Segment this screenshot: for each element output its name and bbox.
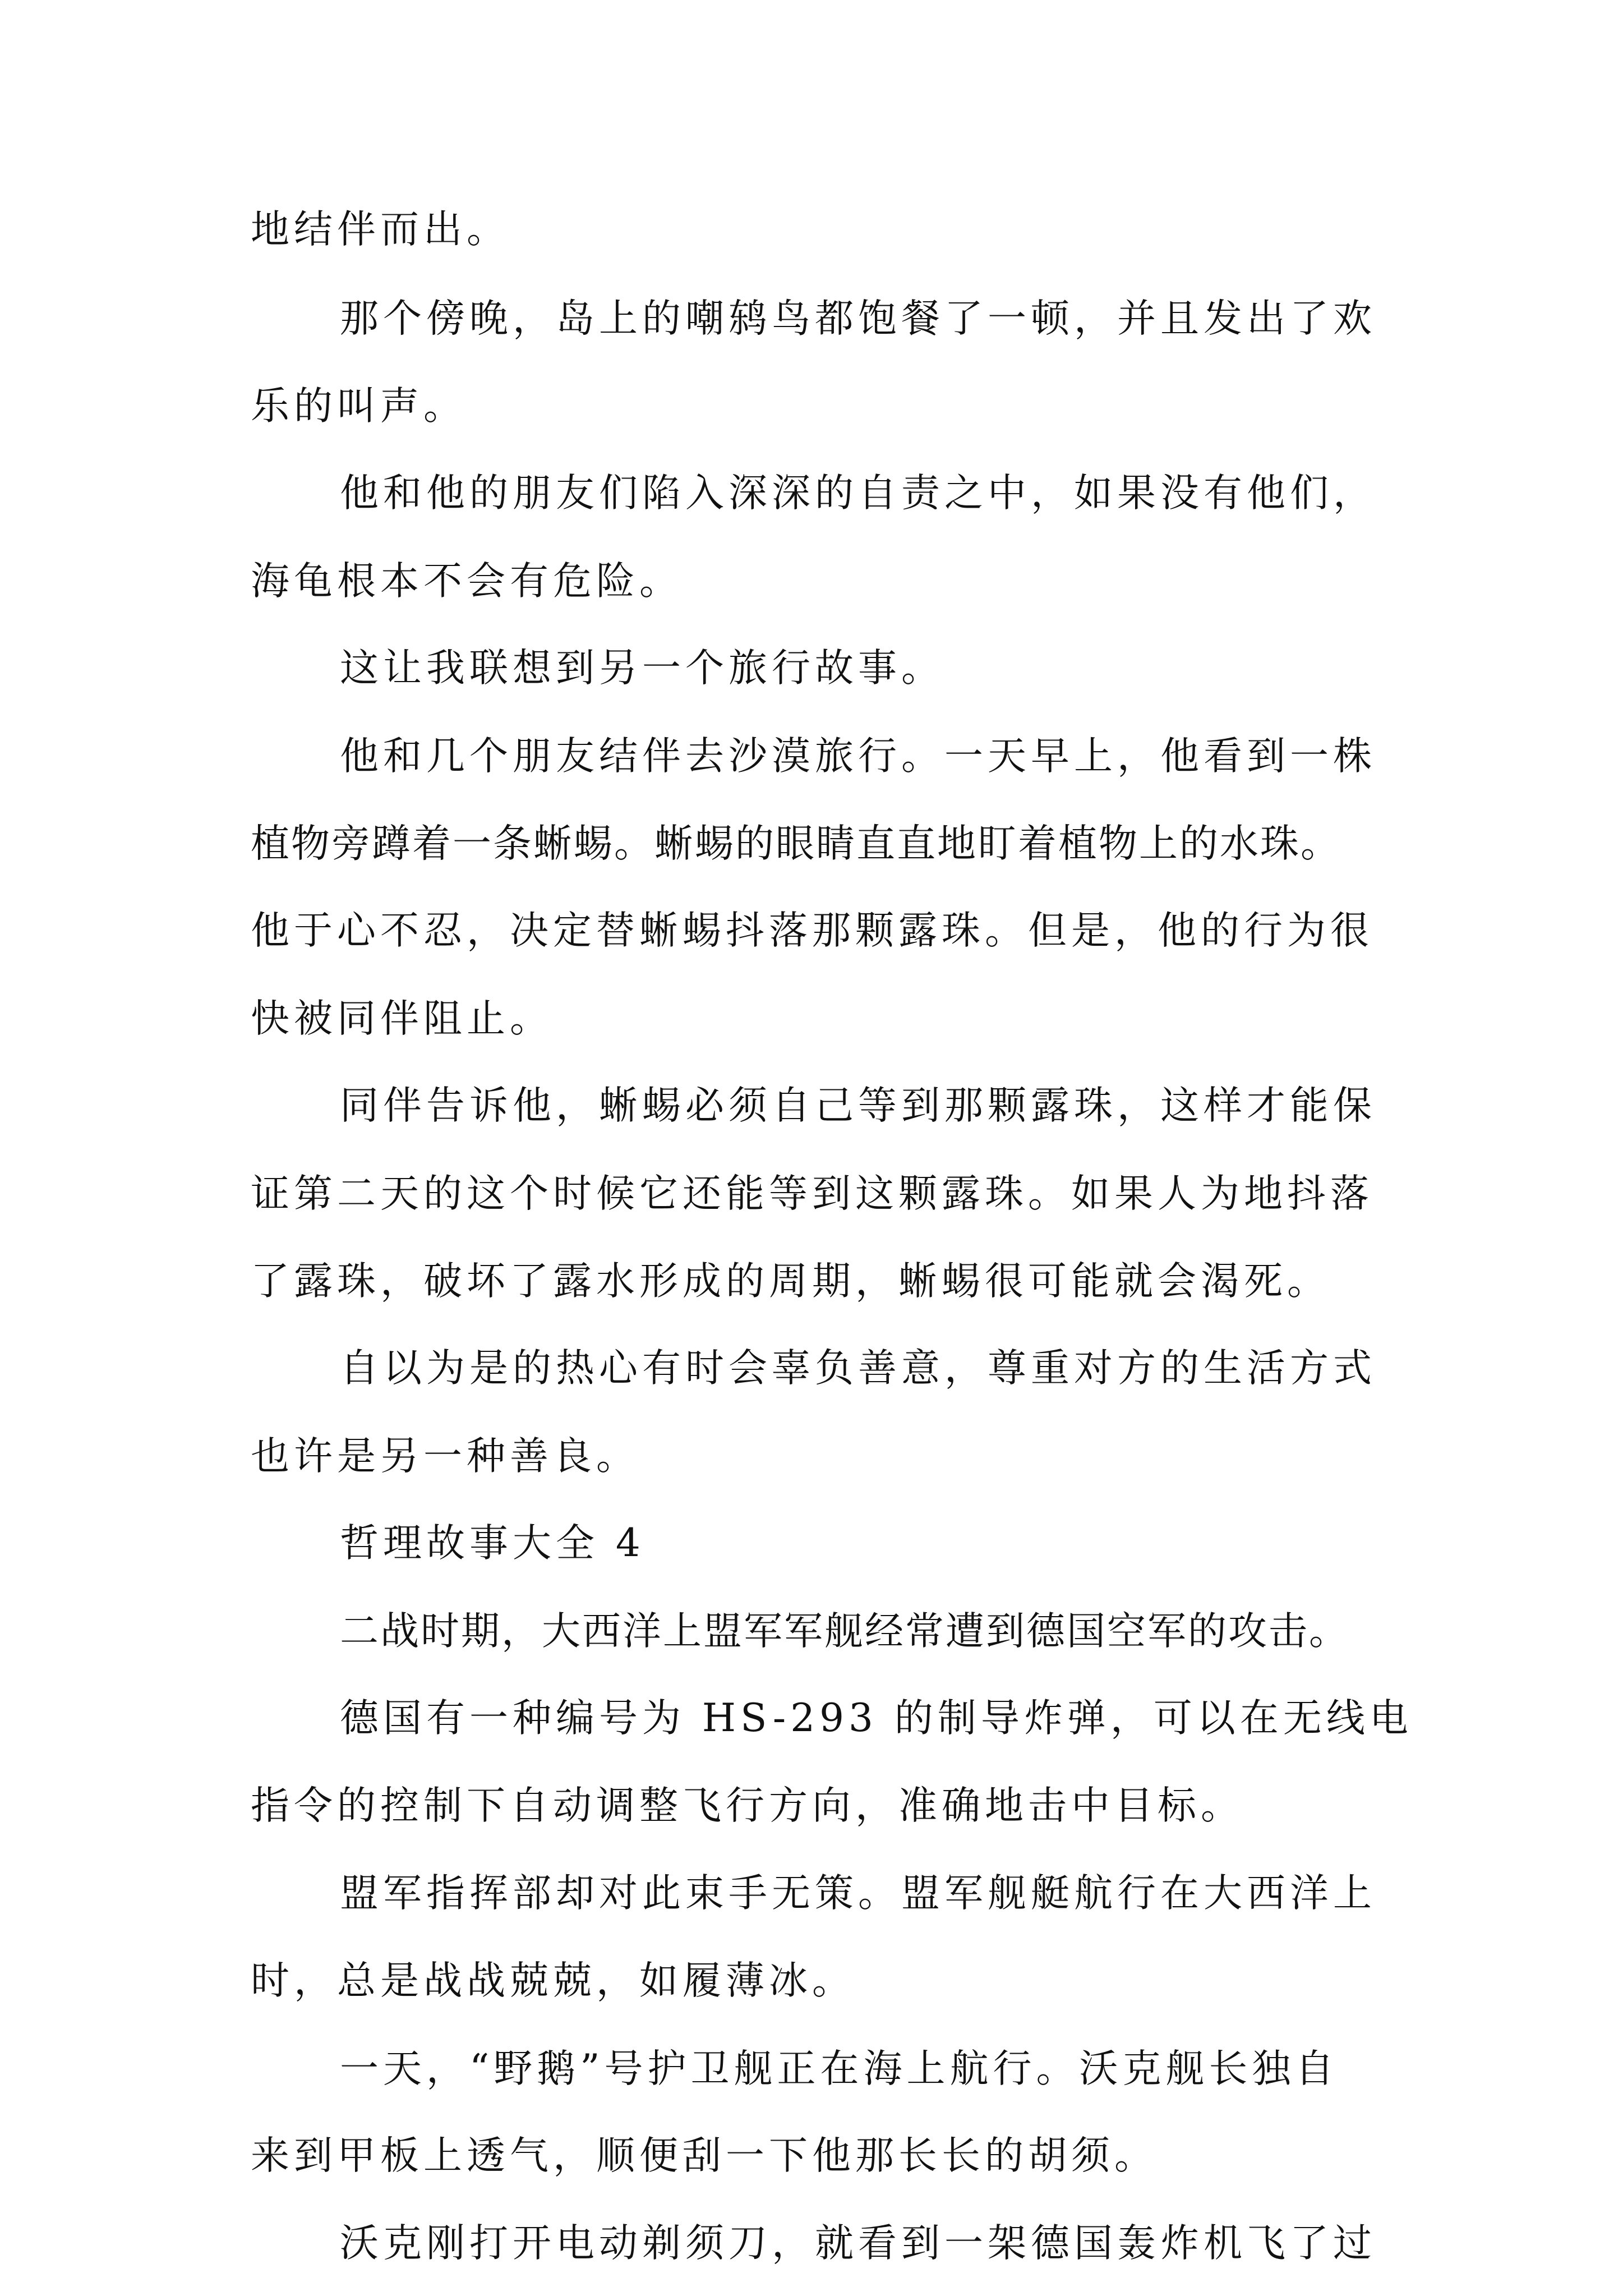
text-line: 地结伴而出。	[251, 207, 510, 252]
text-line: 沃克刚打开电动剃须刀，就看到一架德国轰炸机飞了过	[340, 2221, 1376, 2266]
text-line: 证第二天的这个时候它还能等到这颗露珠。如果人为地抖落	[251, 1171, 1373, 1216]
text-line: 来到甲板上透气，顺便刮一下他那长长的胡须。	[251, 2133, 1158, 2178]
text-line: 一天，“野鹅”号护卫舰正在海上航行。沃克舰长独自	[340, 2046, 1339, 2091]
text-line: 德国有一种编号为 HS-293 的制导炸弹，可以在无线电	[340, 1696, 1413, 1741]
text-line: 海龟根本不会有危险。	[251, 559, 683, 604]
section-heading: 哲理故事大全 4	[340, 1521, 645, 1566]
text-line: 了露珠，破坏了露水形成的周期，蜥蜴很可能就会渴死。	[251, 1259, 1330, 1304]
text-line: 同伴告诉他，蜥蜴必须自己等到那颗露珠，这样才能保	[340, 1083, 1376, 1128]
text-line: 二战时期，大西洋上盟军军舰经常遭到德国空军的攻击。	[340, 1609, 1349, 1654]
text-line: 那个傍晚，岛上的嘲鸫鸟都饱餐了一顿，并且发出了欢	[340, 296, 1376, 341]
text-line: 也许是另一种善良。	[251, 1434, 639, 1479]
text-line: 时，总是战战兢兢，如履薄冰。	[251, 1958, 855, 2003]
text-line: 盟军指挥部却对此束手无策。盟军舰艇航行在大西洋上	[340, 1871, 1376, 1916]
text-line: 乐的叫声。	[251, 384, 467, 429]
text-line: 植物旁蹲着一条蜥蜴。蜥蜴的眼睛直直地盯着植物上的水珠。	[251, 821, 1341, 866]
text-line: 指令的控制下自动调整飞行方向，准确地击中目标。	[251, 1783, 1244, 1828]
text-line: 自以为是的热心有时会辜负善意，尊重对方的生活方式	[340, 1346, 1376, 1391]
text-line: 快被同伴阻止。	[251, 996, 553, 1041]
text-line: 这让我联想到另一个旅行故事。	[340, 646, 944, 691]
text-line: 他于心不忍，决定替蜥蜴抖落那颗露珠。但是，他的行为很	[251, 908, 1373, 953]
text-line: 他和几个朋友结伴去沙漠旅行。一天早上，他看到一株	[340, 734, 1376, 779]
text-line: 他和他的朋友们陷入深深的自责之中，如果没有他们，	[340, 471, 1376, 516]
